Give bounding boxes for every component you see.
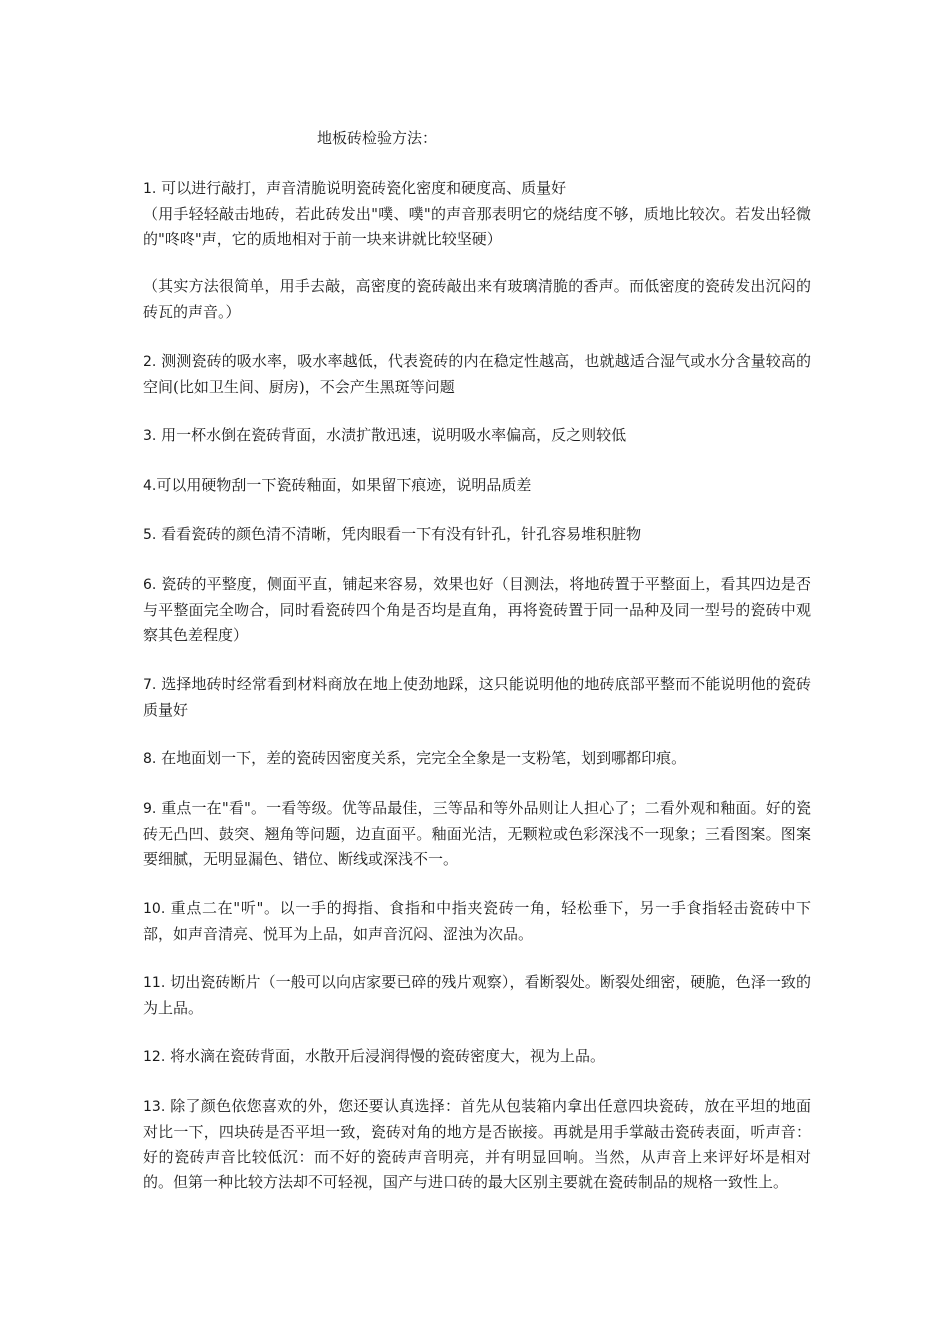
paragraph-number: 13.: [143, 1099, 166, 1115]
paragraph-text: 用一杯水倒在瓷砖背面，水渍扩散迅速，说明吸水率偏高，反之则较低: [156, 426, 627, 444]
paragraph-text: 测测瓷砖的吸水率，吸水率越低，代表瓷砖的内在稳定性越高，也就越适合湿气或水分含量较高的空间(比如卫生间、厨房)，不会产生黑斑等问题: [143, 352, 811, 396]
paragraph-text: 选择地砖时经常看到材料商放在地上使劲地踩，这只能说明他的地砖底部平整而不能说明他的瓷砖质量好: [143, 675, 811, 719]
paragraph-10: [143, 896, 811, 947]
paragraph-number: 2.: [143, 354, 157, 370]
paragraph-number: 8.: [143, 751, 157, 767]
paragraph-text: 切出瓷砖断片（一般可以向店家要已碎的残片观察），看断裂处。断裂处细密，硬脆，色泽一致的为上品。: [143, 973, 811, 1017]
paragraph-number: 9.: [143, 801, 157, 817]
paragraph-4: [143, 473, 811, 499]
paragraph-number: 6.: [143, 577, 157, 593]
document-title: 地板砖检验方法：: [317, 129, 438, 147]
paragraph-7: [143, 672, 811, 723]
paragraph-6: [143, 572, 811, 648]
paragraph-1: [143, 176, 811, 252]
paragraph-1-note: [143, 274, 811, 325]
paragraph-8: [143, 746, 811, 772]
paragraph-text: 看看瓷砖的颜色清不清晰，凭肉眼看一下有没有针孔，针孔容易堆积脏物: [156, 525, 642, 543]
paragraph-number: 10.: [143, 901, 166, 917]
paragraph-text: 重点二在"听"。以一手的拇指、食指和中指夹瓷砖一角，轻松垂下，另一手食指轻击瓷砖中下部，如声音清亮、悦耳为上品，如声音沉闷、涩浊为次品。: [143, 899, 811, 943]
paragraph-text: 重点一在"看"。一看等级。优等品最佳，三等品和等外品则让人担心了；二看外观和釉面。好的瓷砖无凸凹、鼓突、翘角等问题，边直面平。釉面光洁，无颗粒或色彩深浅不一现象；三看图案。图案要细腻，无明显漏色、错位、断线或深浅不一。: [143, 799, 811, 868]
paragraph-text: 将水滴在瓷砖背面，水散开后浸润得慢的瓷砖密度大，视为上品。: [165, 1047, 606, 1065]
paragraph-text: 除了颜色依您喜欢的外，您还要认真选择：首先从包装箱内拿出任意四块瓷砖，放在平坦的地面对比一下，四块砖是否平坦一致，瓷砖对角的地方是否嵌接。再就是用手掌敲击瓷砖表面，听声音：好的瓷砖声音比较低沉：而不好的瓷砖声音明亮，并有明显回响。当然，从声音上来评好坏是相对的。但第一种比较方法却不可轻视，国产与进口砖的最大区别主要就在瓷砖制品的规格一致性上。: [143, 1097, 811, 1191]
paragraph-13: [143, 1094, 811, 1195]
paragraph-11: [143, 970, 811, 1021]
paragraph-number: 12.: [143, 1049, 166, 1065]
paragraph-text: 瓷砖的平整度，侧面平直，铺起来容易，效果也好（目测法，将地砖置于平整面上，看其四边是否与平整面完全吻合，同时看瓷砖四个角是否均是直角，再将瓷砖置于同一品种及同一型号的瓷砖中观察其色差程度）: [143, 575, 811, 644]
paragraph-9: [143, 796, 811, 872]
paragraph-text: （其实方法很简单，用手去敲，高密度的瓷砖敲出来有玻璃清脆的香声。而低密度的瓷砖发出沉闷的砖瓦的声音。）: [143, 277, 811, 321]
paragraph-text: 可以用硬物刮一下瓷砖釉面，如果留下痕迹，说明品质差: [156, 476, 532, 494]
paragraph-number: 7.: [143, 677, 157, 693]
paragraph-text: 在地面划一下，差的瓷砖因密度关系，完完全全象是一支粉笔，划到哪都印痕。: [156, 749, 687, 767]
paragraph-number: 1.: [143, 181, 157, 197]
paragraph-number: 5.: [143, 527, 157, 543]
paragraph-12: [143, 1044, 811, 1070]
paragraph-text: 可以进行敲打，声音清脆说明瓷砖瓷化密度和硬度高、质量好 （用手轻轻敲击地砖，若此砖发出"噗、噗"的声音那表明它的烧结度不够，质地比较次。若发出轻微的"咚咚"声，它的质地相对于前一块来讲就比较坚硬）: [143, 179, 811, 248]
paragraph-number: 4.: [143, 478, 157, 494]
paragraph-number: 3.: [143, 428, 157, 444]
paragraph-2: [143, 349, 811, 400]
paragraph-3: [143, 423, 811, 449]
paragraph-number: 11.: [143, 975, 166, 991]
paragraph-5: [143, 522, 811, 548]
